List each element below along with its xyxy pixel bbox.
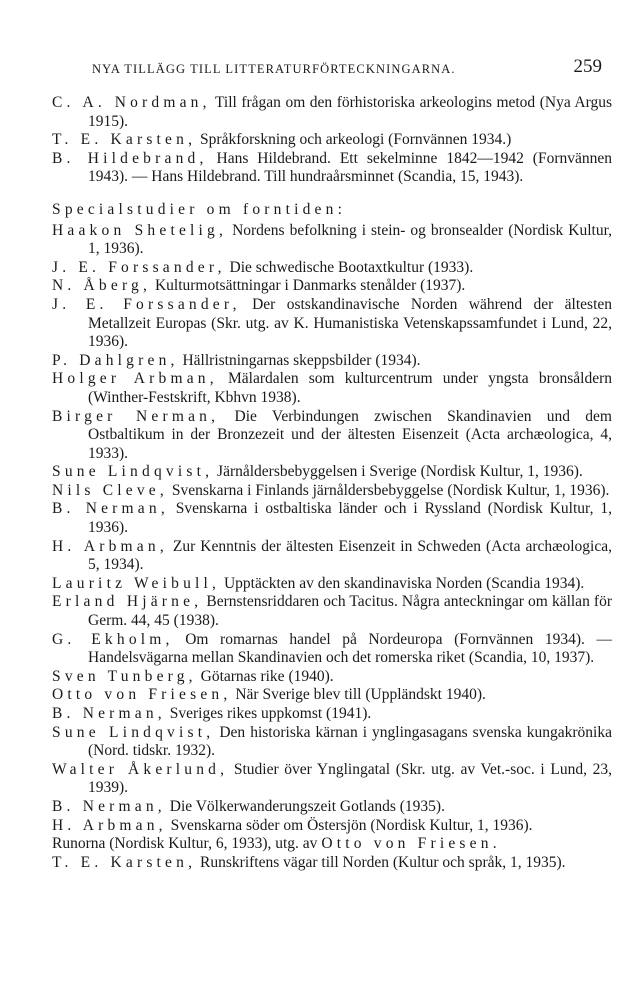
entry-author: B. Nerman, [52,500,169,518]
entry-author: Sven Tunberg, [52,667,197,685]
entry-text: När Sverige blev till (Uppländskt 1940). [231,686,486,704]
bibliography-entry [52,593,612,630]
entry-text: Hällristningarnas skeppsbilder (1934). [178,351,421,369]
bibliography-entry [52,150,612,187]
entry-author: T. E. Karsten, [52,853,197,871]
entry-author: Nils Cleve, [52,481,168,499]
entry-author: B. Hildebrand, [52,149,208,167]
entry-text: Zur Kenntnis der ältesten Eisenzeit in Schweden (Acta archæologica, 5, 1934). [88,537,612,574]
entry-text: Svenskarna i Finlands järnåldersbebyggelse (Nordisk Kultur, 1, 1936). [167,481,610,499]
bibliography-entry [52,668,612,687]
entry-text: Järnåldersbebyggelsen i Sverige (Nordisk Kultur, 1, 1936). [213,463,583,481]
entry-text: Der ostskandinavische Norden während der ältesten Metallzeit Europas (Skr. utg. av K. Humanistiska Vetenskapssamfundet i Lund, 22, 1936). [88,295,613,351]
entry-author: J. E. Forssander, [52,295,241,313]
entry-text: Hans Hildebrand. Ett sekelminne 1842—1942 (Fornvännen 1943). — Hans Hildebrand. Till hundraårsminnet (Scandia, 15, 1943). [88,149,612,186]
entry-text: Götarnas rike (1940). [196,667,334,685]
entry-author: P. Dahlgren, [52,351,179,369]
entry-text: Svenskarna söder om Östersjön (Nordisk Kultur, 1, 1936). [166,816,533,834]
bibliography-entry [52,482,612,501]
bibliography-entry [52,575,612,594]
entry-text: Till frågan om den förhistoriska arkeologins metod (Nya Argus 1915). [88,94,612,130]
entry-text: Die Verbindungen zwischen Skandinavien und dem Ostbaltikum in der Bronzezeit und der ältesten Eisenzeit (Acta archæologica, 4, 1933). [88,407,612,462]
entry-author: C. A. Nordman, [52,94,211,111]
entry-text: Om romarnas handel på Nordeuropa (Fornvännen 1934). — Handelsvägarna mellan Skandinavien och det romerska riket (Scandia, 10, 1937). [88,630,612,667]
entry-text: Kulturmotsättningar i Danmarks stenålder (1937). [151,277,466,295]
entry-author: T. E. Karsten, [52,131,197,149]
bibliography-entry [52,854,612,873]
entry-text: Runskriftens vägar till Norden (Kultur och språk, 1, 1935). [196,853,566,871]
entry-text: Nordens befolkning i stein- og bronsealder (Nordisk Kultur, 1, 1936). [88,221,613,258]
bibliography-entry [52,296,612,352]
bibliography-entry [52,705,612,724]
entry-text: Die Völkerwanderungszeit Gotlands (1935). [165,797,445,815]
entry-author: H. Arbman, [52,816,167,834]
bibliography-entry [52,798,612,817]
entry-author: Haakon Shetelig, [52,221,228,239]
bibliography-entry [52,463,612,482]
entry-author: B. Nerman, [52,797,166,815]
entry-author: Walter Åkerlund, [52,760,229,778]
entry-text: Sveriges rikes uppkomst (1941). [165,705,372,722]
bibliography-entry [52,131,612,150]
running-title: NYA TILLÄGG TILL LITTERATURFÖRTECKNINGARNA. [92,62,456,76]
entry-text: Svenskarna i ostbaltiska länder och i Ryssland (Nordisk Kultur, 1, 1936). [88,500,612,537]
entry-author: Otto von Friesen, [52,686,232,704]
entry-text: Runorna (Nordisk Kultur, 6, 1933), utg. av [52,835,322,853]
bibliography-entry [52,538,612,575]
bibliography-entry [52,724,612,761]
entry-author: Sune Lindqvist, [52,723,215,741]
bibliography-entry [52,94,612,131]
entry-author: Holger Arbman, [52,370,218,388]
bibliography-entry [52,222,612,259]
entry-author: Lauritz Weibull, [52,574,221,592]
page-number: 259 [573,56,602,77]
bibliography-entry [52,408,612,464]
entry-author: G. Ekholm, [52,630,174,648]
entry-author: B. Nerman, [52,705,166,722]
entry-text: Mälardalen som kulturcentrum under yngsta bronsåldern (Winther-Festskrift, Kbhvn 1938). [88,370,612,406]
entry-author: Sune Lindqvist, [52,463,214,481]
entry-text: Bernstensriddaren och Tacitus. Några anteckningar om källan för Germ. 44, 45 (1938). [88,593,612,630]
bibliography-list [52,94,612,872]
bibliography-entry [52,259,612,278]
entry-author: Erland Hjärne, [52,593,203,611]
bibliography-entry-runes [52,835,612,854]
bibliography-entry [52,352,612,371]
section-heading: Specialstudier om forntiden: [52,200,347,218]
entry-text: Die schwedische Bootaxtkultur (1933). [225,258,474,276]
entry-author: Birger Nerman, [52,407,220,425]
bibliography-entry [52,631,612,668]
bibliography-entry [52,500,612,537]
entry-author: H. Arbman, [52,537,168,555]
bibliography-entry [52,370,612,407]
bibliography-entry [52,686,612,705]
entry-editor: Otto von Friesen. [321,835,501,853]
running-header [92,56,610,84]
entry-author: J. E. Forssander, [52,258,226,276]
entry-text: Studier över Ynglingatal (Skr. utg. av Vet.-soc. i Lund, 23, 1939). [88,760,612,797]
bibliography-entry [52,277,612,296]
bibliography-entry [52,817,612,836]
bibliography-entry [52,761,612,798]
entry-text: Upptäckten av den skandinaviska Norden (Scandia 1934). [220,574,585,592]
entry-text: Språkforskning och arkeologi (Fornvännen 1934.) [196,131,512,149]
entry-text: Den historiska kärnan i ynglingasagans svenska kungakrönika (Nord. tidskr. 1932). [88,723,612,760]
entry-author: N. Åberg, [52,277,152,295]
